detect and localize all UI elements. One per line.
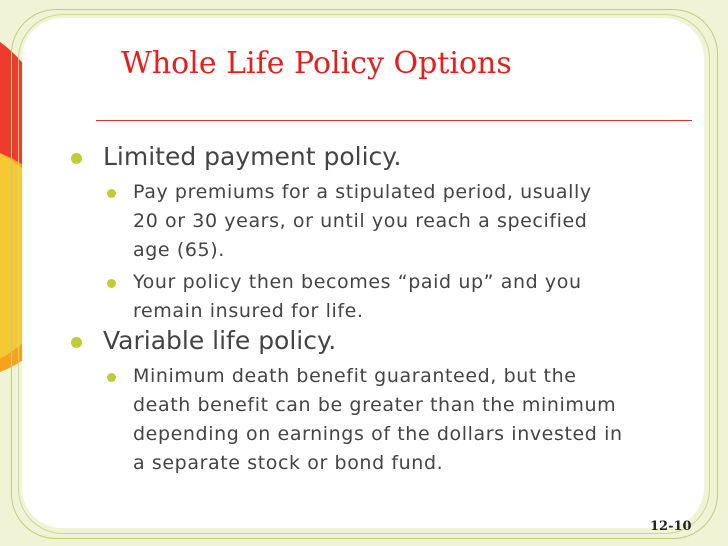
sub-bullet-line: death benefit can be greater than the minimum bbox=[133, 394, 617, 416]
bullet-variable-life bbox=[103, 326, 683, 356]
bullet-dot-icon bbox=[107, 279, 116, 288]
slide-number: 12-10 bbox=[650, 519, 692, 534]
sub-bullet-line: age (65). bbox=[133, 239, 225, 261]
bullet-dot-icon bbox=[71, 153, 82, 164]
sub-bullet-line: remain insured for life. bbox=[133, 300, 364, 322]
bullet-text: Limited payment policy. bbox=[103, 142, 402, 171]
sub-bullet-line: a separate stock or bond fund. bbox=[133, 452, 444, 474]
title-divider bbox=[96, 120, 692, 121]
slide-title: Whole Life Policy Options bbox=[121, 46, 512, 81]
bullet-text: Variable life policy. bbox=[103, 326, 337, 355]
bullet-dot-icon bbox=[71, 337, 82, 348]
sub-bullet-line: Your policy then becomes “paid up” and you bbox=[133, 271, 582, 293]
bullet-dot-icon bbox=[107, 189, 116, 198]
sub-bullet-line: 20 or 30 years, or until you reach a specified bbox=[133, 210, 588, 232]
bullet-dot-icon bbox=[107, 373, 116, 382]
sub-bullet-line: Minimum death benefit guaranteed, but the bbox=[133, 365, 577, 387]
sub-bullet-minimum-death-benefit bbox=[133, 362, 703, 478]
sub-bullet-line: depending on earnings of the dollars invested in bbox=[133, 423, 623, 445]
sub-bullet-stipulated-period bbox=[133, 178, 703, 265]
bullet-limited-payment bbox=[103, 142, 683, 172]
sub-bullet-paid-up bbox=[133, 268, 703, 326]
sub-bullet-line: Pay premiums for a stipulated period, usually bbox=[133, 181, 592, 203]
